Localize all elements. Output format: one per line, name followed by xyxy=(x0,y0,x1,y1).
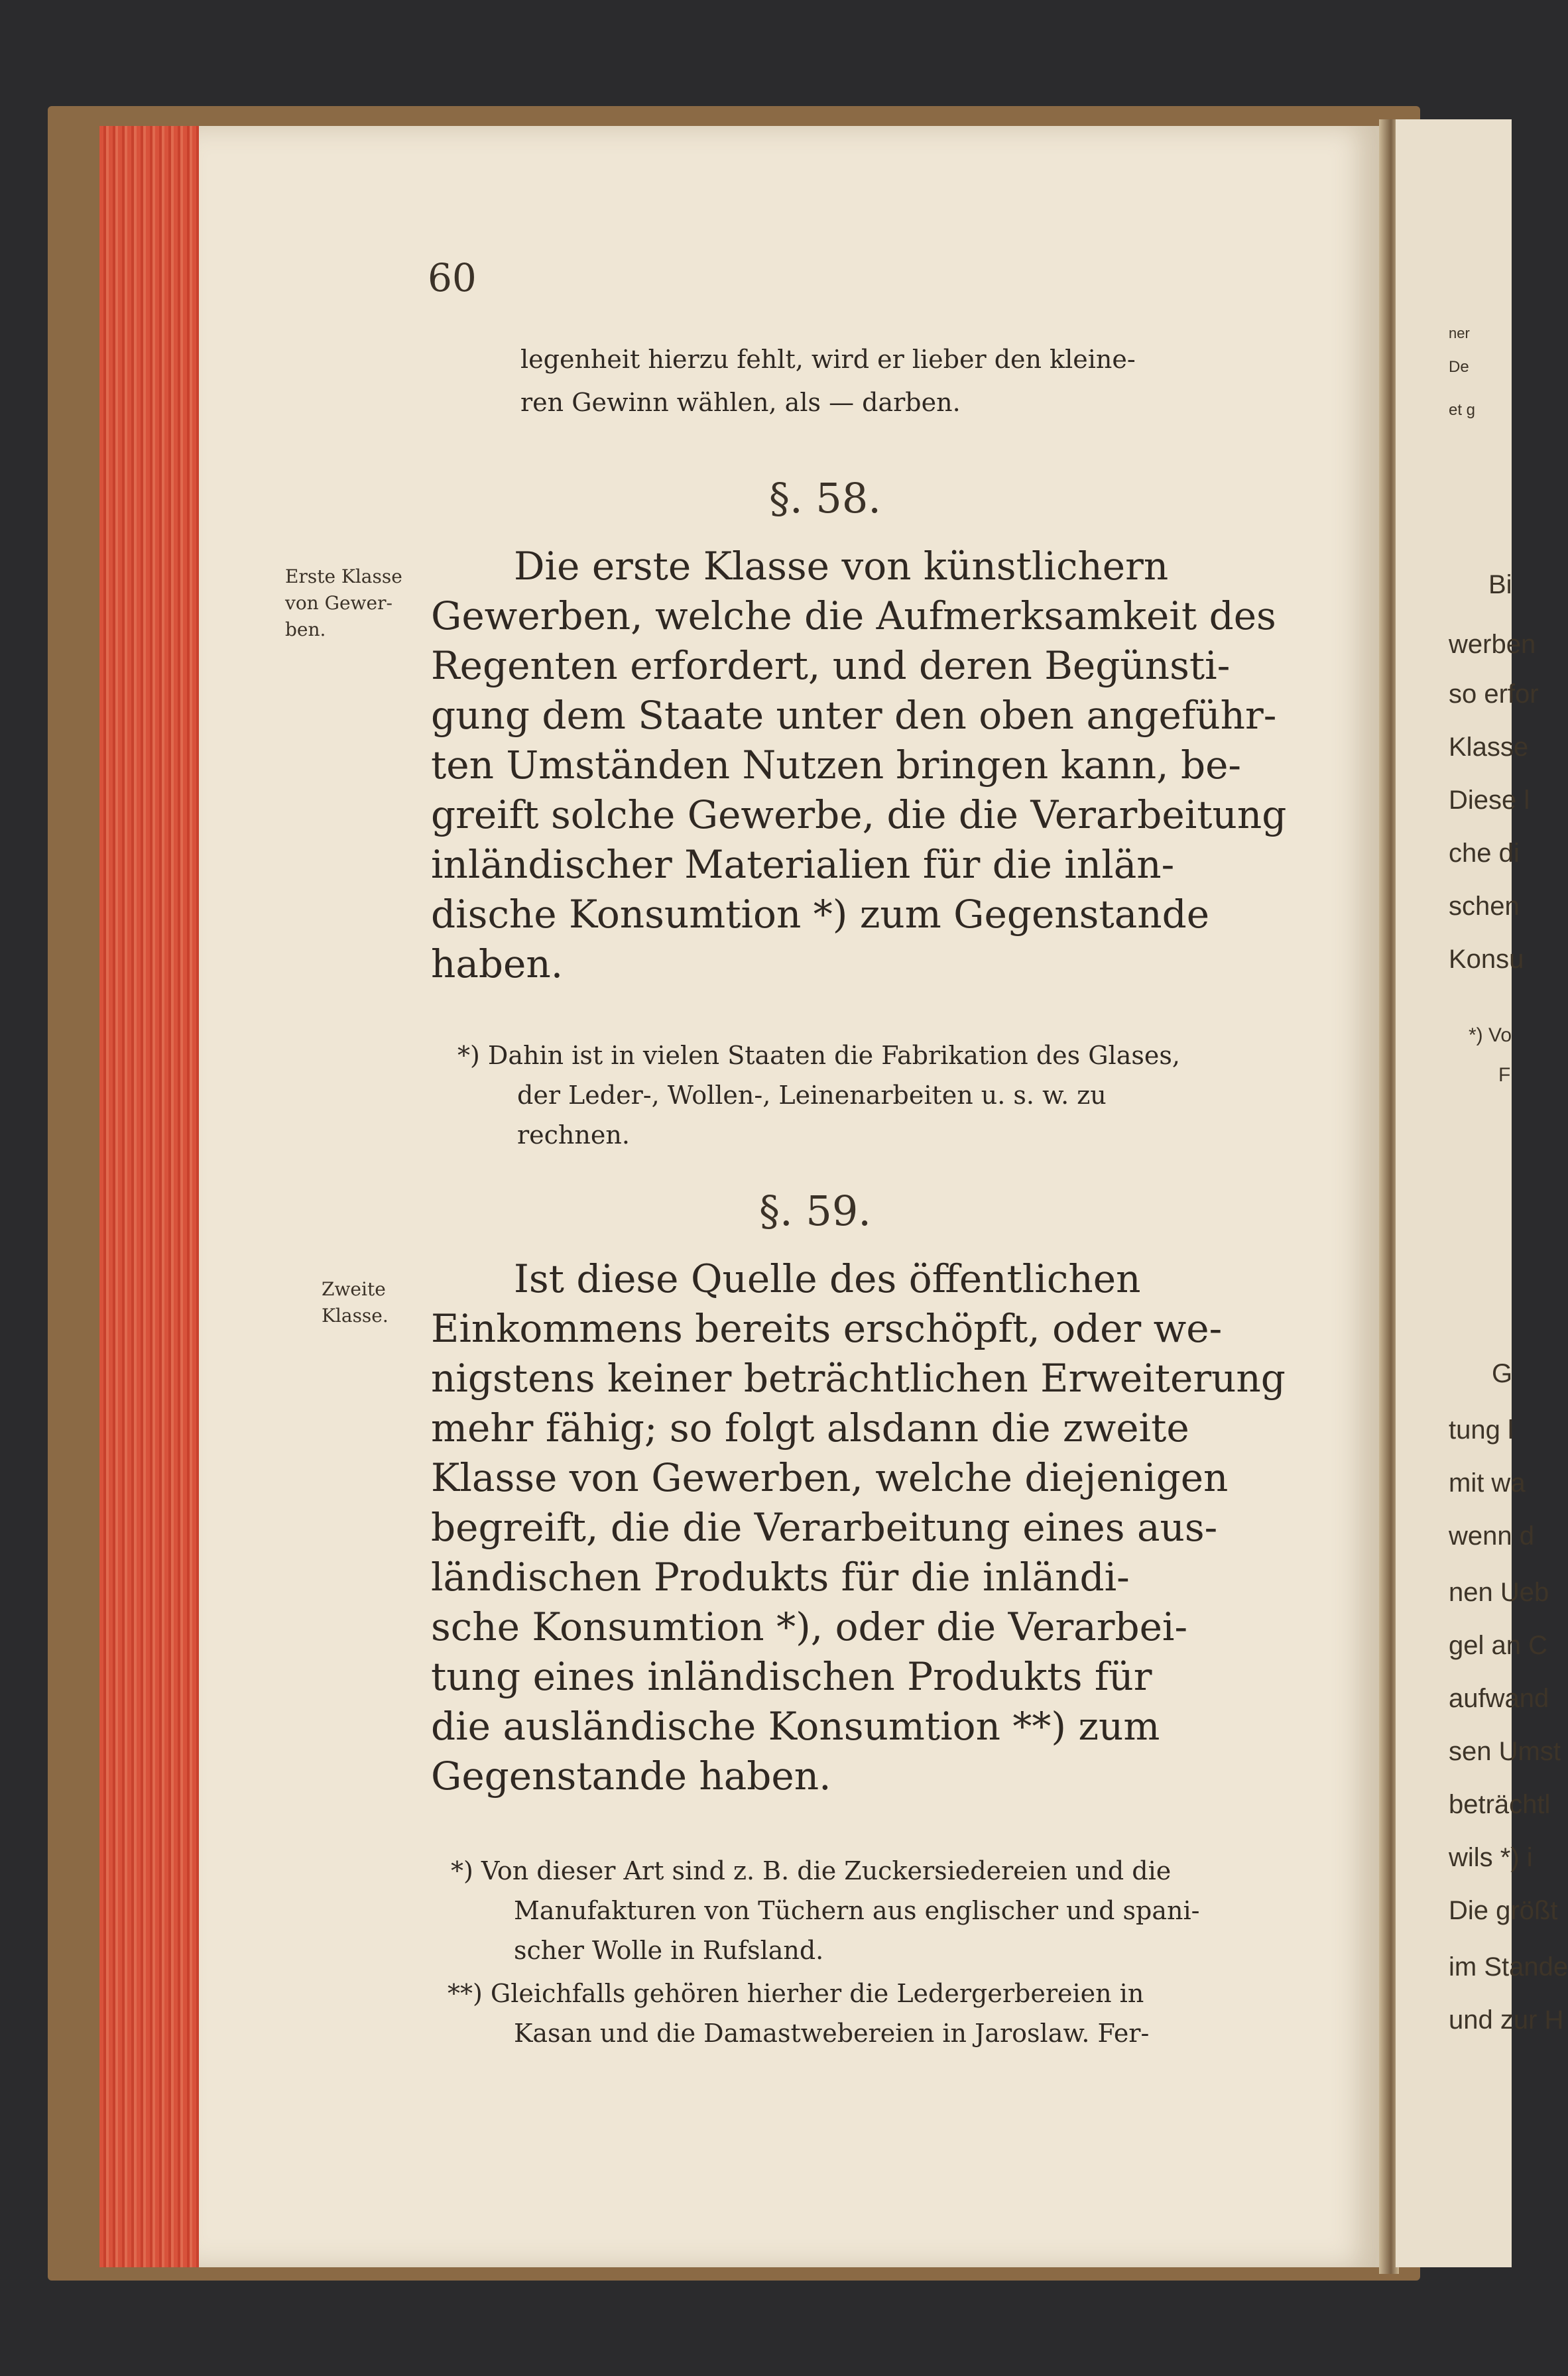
next-page-fragment: gel an C xyxy=(1449,1631,1547,1660)
footnote-59a-line: *) Von dieser Art sind z. B. die Zuckersiedereien und die xyxy=(451,1856,1172,1885)
next-page-fragment: et g xyxy=(1449,401,1476,419)
text-line: Die erste Klasse von künstlichern xyxy=(514,544,1169,589)
next-page-fragment: ner xyxy=(1449,325,1470,341)
footnote-59a-line: scher Wolle in Rufsland. xyxy=(514,1936,824,1965)
next-page-fragment: Bi xyxy=(1488,570,1512,599)
next-page-fragment: mit wa xyxy=(1449,1468,1526,1498)
next-page-fragment: wenn d xyxy=(1449,1521,1534,1551)
next-page-fragment: so erfor xyxy=(1449,680,1539,709)
next-page-fragment: schen xyxy=(1449,892,1520,921)
red-page-edges xyxy=(99,126,199,2267)
text-line: Klasse von Gewerben, welche diejenigen xyxy=(431,1455,1229,1500)
margin-note-line: von Gewer- xyxy=(285,592,392,614)
next-page-fragment: Klasse xyxy=(1449,733,1529,762)
section-59-heading: §. 59. xyxy=(759,1187,872,1235)
text-line: die ausländische Konsumtion **) zum xyxy=(431,1704,1160,1749)
text-line: begreift, die die Verarbeitung eines aus- xyxy=(431,1505,1218,1550)
continuation-line-1: legenheit hierzu fehlt, wird er lieber den kleine- xyxy=(520,345,1136,374)
next-page-fragment: De xyxy=(1449,358,1469,376)
text-line: haben. xyxy=(431,941,564,986)
next-page-fragment: *) Vo xyxy=(1469,1024,1512,1046)
margin-note-line: Erste Klasse xyxy=(285,565,402,587)
footnote-59b-line: Kasan und die Damastwebereien in Jaroslaw. Fer- xyxy=(514,2019,1150,2048)
next-page-fragment: F xyxy=(1498,1064,1511,1086)
margin-note-line: Zweite xyxy=(322,1278,386,1300)
text-line: Ist diese Quelle des öffentlichen xyxy=(514,1256,1141,1301)
right-page-edge xyxy=(1396,119,1512,2267)
text-line: dische Konsumtion *) zum Gegenstande xyxy=(431,892,1210,937)
text-line: ten Umständen Nutzen bringen kann, be- xyxy=(431,742,1241,788)
footnote-59b-line: **) Gleichfalls gehören hierher die Ledergerbereien in xyxy=(448,1979,1144,2008)
next-page-fragment: wils *) i xyxy=(1449,1843,1533,1872)
footnote-58-line: rechnen. xyxy=(517,1120,630,1150)
text-line: Gewerben, welche die Aufmerksamkeit des xyxy=(431,593,1276,638)
next-page-fragment: aufwand xyxy=(1449,1684,1549,1713)
text-line: gung dem Staate unter den oben angeführ- xyxy=(431,693,1277,738)
text-line: Gegenstande haben. xyxy=(431,1753,831,1799)
margin-note-line: ben. xyxy=(285,619,326,640)
next-page-fragment: sen Umst xyxy=(1449,1737,1561,1766)
text-line: greift solche Gewerbe, die die Verarbeitung xyxy=(431,792,1287,837)
next-page-fragment: Konsu xyxy=(1449,945,1524,974)
text-line: Regenten erfordert, und deren Begünsti- xyxy=(431,643,1231,688)
section-58-heading: §. 58. xyxy=(769,474,882,522)
footnote-58-line: *) Dahin ist in vielen Staaten die Fabrikation des Glases, xyxy=(457,1041,1180,1070)
text-line: mehr fähig; so folgt alsdann die zweite xyxy=(431,1405,1189,1451)
next-page-fragment: nen Ueb xyxy=(1449,1578,1549,1607)
margin-note-58 xyxy=(285,564,402,643)
next-page-fragment: che di xyxy=(1449,839,1520,868)
margin-note-line: Klasse. xyxy=(322,1305,389,1327)
next-page-fragment: Die größt xyxy=(1449,1896,1558,1925)
next-page-fragment: im Stande xyxy=(1449,1952,1568,1982)
text-line: nigstens keiner beträchtlichen Erweiterung xyxy=(431,1356,1286,1401)
text-line: tung eines inländischen Produkts für xyxy=(431,1654,1152,1699)
next-page-fragment: tung l xyxy=(1449,1415,1514,1445)
continuation-line-2: ren Gewinn wählen, als — darben. xyxy=(520,388,961,417)
next-page-fragment: Diese l xyxy=(1449,786,1530,815)
margin-note-59 xyxy=(322,1276,389,1329)
next-page-fragment: und zur H xyxy=(1449,2005,1564,2035)
footnote-59a-line: Manufakturen von Tüchern aus englischer und spani- xyxy=(514,1896,1200,1925)
text-line: sche Konsumtion *), oder die Verarbei- xyxy=(431,1604,1188,1649)
next-page-fragment: beträchtl xyxy=(1449,1790,1551,1819)
next-page-fragment: werben xyxy=(1449,630,1536,659)
footnote-58-line: der Leder-, Wollen-, Leinenarbeiten u. s. w. zu xyxy=(517,1081,1107,1110)
page-number: 60 xyxy=(428,255,477,300)
text-line: inländischer Materialien für die inlän- xyxy=(431,842,1175,887)
next-page-fragment: G xyxy=(1492,1359,1513,1388)
text-line: ländischen Produkts für die inländi- xyxy=(431,1555,1130,1600)
text-line: Einkommens bereits erschöpft, oder we- xyxy=(431,1306,1223,1351)
